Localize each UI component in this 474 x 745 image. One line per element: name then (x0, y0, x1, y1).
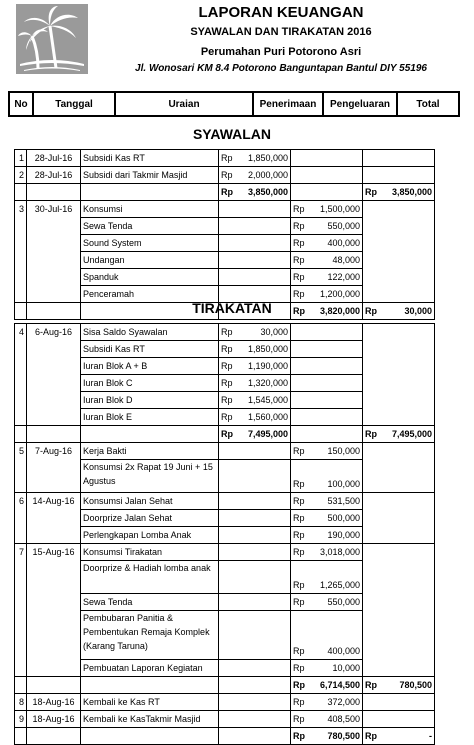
row-total (363, 510, 435, 527)
row-number (15, 594, 27, 611)
row-total (363, 341, 435, 358)
row-pengeluaran (291, 510, 363, 527)
row-penerimaan (219, 252, 291, 269)
table-row (15, 460, 435, 493)
currency-label: Rp (221, 153, 233, 163)
row-description: Pembuatan Laporan Kegiatan (81, 660, 219, 677)
amount: 1,560,000 (247, 412, 288, 422)
currency-label: Rp (293, 238, 305, 248)
row-date: 30-Jul-16 (27, 201, 81, 218)
row-penerimaan (219, 426, 291, 443)
table-row (15, 611, 435, 660)
currency-label: Rp (293, 697, 305, 707)
row-total (363, 358, 435, 375)
row-number (15, 677, 27, 694)
row-description: Kerja Bakti (81, 443, 219, 460)
row-date (27, 677, 81, 694)
row-total (363, 694, 435, 711)
row-total (363, 527, 435, 544)
row-number: 3 (15, 201, 27, 218)
row-number (15, 611, 27, 660)
amount: 372,000 (327, 697, 360, 707)
currency-label: Rp (293, 530, 305, 540)
row-description: Iuran Blok A + B (81, 358, 219, 375)
row-pengeluaran (291, 611, 363, 660)
amount: 6,714,500 (319, 680, 360, 690)
row-number: 4 (15, 324, 27, 341)
row-total (363, 375, 435, 392)
table-row (15, 150, 435, 167)
row-total (363, 218, 435, 235)
row-total (363, 167, 435, 184)
row-penerimaan (219, 694, 291, 711)
report-subtitle: SYAWALAN DAN TIRAKATAN 2016 (190, 26, 372, 38)
row-total (363, 235, 435, 252)
row-total (363, 201, 435, 218)
row-number (15, 426, 27, 443)
currency-label: Rp (365, 731, 377, 741)
row-description: Subsidi Kas RT (81, 341, 219, 358)
row-description: Sewa Tenda (81, 594, 219, 611)
row-description: Konsumsi Jalan Sehat (81, 493, 219, 510)
currency-label: Rp (293, 714, 305, 724)
col-no: No (9, 92, 33, 116)
row-pengeluaran (291, 269, 363, 286)
row-description: Subsidi Kas RT (81, 150, 219, 167)
row-penerimaan (219, 235, 291, 252)
row-number (15, 218, 27, 235)
row-penerimaan (219, 728, 291, 745)
row-total (363, 324, 435, 341)
row-description: Iuran Blok E (81, 409, 219, 426)
row-date: 6-Aug-16 (27, 324, 81, 341)
amount: 531,500 (327, 496, 360, 506)
column-header-row (8, 91, 460, 117)
row-number (15, 358, 27, 375)
row-pengeluaran (291, 252, 363, 269)
row-penerimaan (219, 677, 291, 694)
row-total (363, 660, 435, 677)
row-total (363, 409, 435, 426)
section-title-tirakatan: TIRAKATAN (192, 300, 272, 316)
row-number (15, 184, 27, 201)
col-uraian: Uraian (115, 92, 253, 116)
currency-label: Rp (365, 187, 377, 197)
row-description: Kembali ke Kas RT (81, 694, 219, 711)
row-date (27, 184, 81, 201)
row-date (27, 269, 81, 286)
currency-label: Rp (221, 412, 233, 422)
ledger-table (14, 323, 435, 745)
row-pengeluaran (291, 150, 363, 167)
currency-label: Rp (293, 646, 305, 656)
row-penerimaan (219, 167, 291, 184)
currency-label: Rp (293, 255, 305, 265)
amount: 1,500,000 (319, 204, 360, 214)
section-title-syawalan: SYAWALAN (192, 126, 272, 142)
table-row (15, 677, 435, 694)
row-date: 28-Jul-16 (27, 150, 81, 167)
amount: 500,000 (327, 513, 360, 523)
amount: 10,000 (332, 663, 360, 673)
row-penerimaan (219, 510, 291, 527)
amount: 550,000 (327, 221, 360, 231)
row-number: 7 (15, 544, 27, 561)
row-description (81, 728, 219, 745)
currency-label: Rp (293, 496, 305, 506)
row-date: 7-Aug-16 (27, 443, 81, 460)
row-pengeluaran (291, 218, 363, 235)
row-description: Doorprize Jalan Sehat (81, 510, 219, 527)
amount: 7,495,000 (391, 429, 432, 439)
row-total (363, 544, 435, 561)
row-penerimaan (219, 544, 291, 561)
row-pengeluaran (291, 527, 363, 544)
amount: 1,200,000 (319, 289, 360, 299)
amount: 1,265,000 (319, 580, 360, 590)
row-number (15, 252, 27, 269)
amount: 1,190,000 (247, 361, 288, 371)
table-row (15, 324, 435, 341)
table-row (15, 493, 435, 510)
table-row (15, 269, 435, 286)
row-penerimaan (219, 611, 291, 660)
currency-label: Rp (293, 663, 305, 673)
row-total (363, 426, 435, 443)
row-pengeluaran (291, 544, 363, 561)
row-description: Spanduk (81, 269, 219, 286)
row-number (15, 375, 27, 392)
currency-label: Rp (293, 547, 305, 557)
row-number: 5 (15, 443, 27, 460)
table-row (15, 594, 435, 611)
row-pengeluaran (291, 426, 363, 443)
row-total (363, 184, 435, 201)
table-row (15, 341, 435, 358)
amount: 3,850,000 (391, 187, 432, 197)
currency-label: Rp (293, 597, 305, 607)
amount: 1,545,000 (247, 395, 288, 405)
row-number: 8 (15, 694, 27, 711)
row-description: Iuran Blok C (81, 375, 219, 392)
currency-label: Rp (293, 204, 305, 214)
row-penerimaan (219, 341, 291, 358)
row-penerimaan (219, 269, 291, 286)
row-description: Sound System (81, 235, 219, 252)
amount: 3,820,000 (319, 306, 360, 316)
table-row (15, 252, 435, 269)
table-row (15, 201, 435, 218)
row-pengeluaran (291, 341, 363, 358)
row-total (363, 561, 435, 594)
table-row (15, 443, 435, 460)
row-total (363, 392, 435, 409)
row-date (27, 728, 81, 745)
report-title: LAPORAN KEUANGAN (198, 4, 364, 21)
row-description (81, 184, 219, 201)
row-date: 18-Aug-16 (27, 694, 81, 711)
row-number (15, 527, 27, 544)
row-number (15, 460, 27, 493)
row-number: 2 (15, 167, 27, 184)
table-row (15, 392, 435, 409)
row-number (15, 341, 27, 358)
row-description: Doorprize & Hadiah lomba anak (81, 561, 219, 594)
currency-label: Rp (221, 327, 233, 337)
row-pengeluaran (291, 324, 363, 341)
amount: 1,850,000 (247, 344, 288, 354)
currency-label: Rp (293, 446, 305, 456)
ledger-table (14, 149, 435, 320)
amount: - (429, 731, 432, 741)
amount: 30,000 (404, 306, 432, 316)
row-pengeluaran (291, 235, 363, 252)
currency-label: Rp (365, 306, 377, 316)
organization-name: Perumahan Puri Potorono Asri (200, 46, 362, 58)
row-number (15, 660, 27, 677)
table-row (15, 218, 435, 235)
row-penerimaan (219, 711, 291, 728)
row-pengeluaran (291, 201, 363, 218)
row-pengeluaran (291, 392, 363, 409)
row-date (27, 252, 81, 269)
row-penerimaan (219, 561, 291, 594)
amount: 400,000 (327, 238, 360, 248)
currency-label: Rp (293, 221, 305, 231)
amount: 3,018,000 (319, 547, 360, 557)
row-date (27, 341, 81, 358)
amount: 7,495,000 (247, 429, 288, 439)
amount: 408,500 (327, 714, 360, 724)
row-penerimaan (219, 184, 291, 201)
row-date (27, 235, 81, 252)
amount: 3,850,000 (247, 187, 288, 197)
row-total (363, 269, 435, 286)
row-date (27, 218, 81, 235)
amount: 550,000 (327, 597, 360, 607)
table-row (15, 184, 435, 201)
table-row (15, 409, 435, 426)
row-number: 6 (15, 493, 27, 510)
row-penerimaan (219, 392, 291, 409)
row-date (27, 409, 81, 426)
row-date (27, 460, 81, 493)
currency-label: Rp (293, 289, 305, 299)
row-description: Pembubaran Panitia & Pembentukan Remaja Komplek (Karang Taruna) (81, 611, 219, 660)
row-description: Konsumsi 2x Rapat 19 Juni + 15 Agustus (81, 460, 219, 493)
row-number (15, 269, 27, 286)
row-total (363, 594, 435, 611)
row-pengeluaran (291, 694, 363, 711)
row-pengeluaran (291, 375, 363, 392)
row-date (27, 426, 81, 443)
row-total (363, 728, 435, 745)
col-total: Total (397, 92, 459, 116)
row-number: 9 (15, 711, 27, 728)
table-row (15, 358, 435, 375)
row-penerimaan (219, 493, 291, 510)
amount: 1,320,000 (247, 378, 288, 388)
row-total (363, 493, 435, 510)
row-date (27, 527, 81, 544)
amount: 190,000 (327, 530, 360, 540)
amount: 400,000 (327, 646, 360, 656)
row-date (27, 611, 81, 660)
row-pengeluaran (291, 167, 363, 184)
row-date (27, 375, 81, 392)
row-pengeluaran (291, 443, 363, 460)
col-penerimaan: Penerimaan (253, 92, 323, 116)
currency-label: Rp (293, 306, 305, 316)
row-description: Konsumsi (81, 201, 219, 218)
row-number (15, 235, 27, 252)
table-row (15, 561, 435, 594)
row-pengeluaran (291, 677, 363, 694)
table-row (15, 544, 435, 561)
row-total (363, 460, 435, 493)
row-number (15, 510, 27, 527)
table-row (15, 527, 435, 544)
table-row (15, 711, 435, 728)
row-pengeluaran (291, 460, 363, 493)
row-date (27, 358, 81, 375)
currency-label: Rp (293, 580, 305, 590)
row-total (363, 711, 435, 728)
row-penerimaan (219, 409, 291, 426)
amount: 122,000 (327, 272, 360, 282)
palm-tree-logo (16, 4, 88, 74)
row-description: Perlengkapan Lomba Anak (81, 527, 219, 544)
row-date (27, 392, 81, 409)
row-date (27, 510, 81, 527)
row-pengeluaran (291, 409, 363, 426)
currency-label: Rp (221, 170, 233, 180)
row-description: Kembali ke KasTakmir Masjid (81, 711, 219, 728)
row-pengeluaran (291, 594, 363, 611)
row-penerimaan (219, 375, 291, 392)
currency-label: Rp (293, 272, 305, 282)
row-description: Subsidi dari Takmir Masjid (81, 167, 219, 184)
currency-label: Rp (221, 361, 233, 371)
row-description (81, 677, 219, 694)
row-description: Sewa Tenda (81, 218, 219, 235)
row-number (15, 409, 27, 426)
row-penerimaan (219, 443, 291, 460)
amount: 100,000 (327, 479, 360, 489)
row-number (15, 561, 27, 594)
row-penerimaan (219, 324, 291, 341)
row-total (363, 252, 435, 269)
currency-label: Rp (221, 344, 233, 354)
row-pengeluaran (291, 184, 363, 201)
row-total (363, 611, 435, 660)
row-pengeluaran (291, 493, 363, 510)
row-total (363, 443, 435, 460)
currency-label: Rp (365, 680, 377, 690)
currency-label: Rp (221, 378, 233, 388)
row-date (27, 561, 81, 594)
currency-label: Rp (293, 731, 305, 741)
row-description: Penceramah (81, 286, 219, 303)
amount: 780,500 (399, 680, 432, 690)
row-description: Sisa Saldo Syawalan (81, 324, 219, 341)
row-pengeluaran (291, 711, 363, 728)
row-number (15, 392, 27, 409)
row-pengeluaran (291, 728, 363, 745)
row-number: 1 (15, 150, 27, 167)
table-row (15, 728, 435, 745)
table-row (15, 510, 435, 527)
row-pengeluaran (291, 660, 363, 677)
row-description: Undangan (81, 252, 219, 269)
row-pengeluaran (291, 358, 363, 375)
currency-label: Rp (293, 513, 305, 523)
row-penerimaan (219, 527, 291, 544)
currency-label: Rp (221, 187, 233, 197)
table-row (15, 375, 435, 392)
row-date (27, 594, 81, 611)
row-date: 15-Aug-16 (27, 544, 81, 561)
row-description: Konsumsi Tirakatan (81, 544, 219, 561)
row-total (363, 677, 435, 694)
currency-label: Rp (293, 680, 305, 690)
row-penerimaan (219, 150, 291, 167)
amount: 780,500 (327, 731, 360, 741)
table-row (15, 694, 435, 711)
row-pengeluaran (291, 561, 363, 594)
row-penerimaan (219, 660, 291, 677)
amount: 1,850,000 (247, 153, 288, 163)
table-row (15, 426, 435, 443)
currency-label: Rp (365, 429, 377, 439)
row-date: 14-Aug-16 (27, 493, 81, 510)
col-pengeluaran: Pengeluaran (323, 92, 397, 116)
row-description (81, 426, 219, 443)
currency-label: Rp (221, 395, 233, 405)
col-tanggal: Tanggal (33, 92, 115, 116)
table-row (15, 660, 435, 677)
row-date (27, 660, 81, 677)
row-penerimaan (219, 201, 291, 218)
row-number (15, 728, 27, 745)
amount: 2,000,000 (247, 170, 288, 180)
row-date: 18-Aug-16 (27, 711, 81, 728)
row-total (363, 150, 435, 167)
table-row (15, 235, 435, 252)
row-description: Iuran Blok D (81, 392, 219, 409)
row-penerimaan (219, 218, 291, 235)
row-penerimaan (219, 358, 291, 375)
address: Jl. Wonosari KM 8.4 Potorono Banguntapan Bantul DIY 55196 (135, 63, 427, 74)
currency-label: Rp (293, 479, 305, 489)
amount: 48,000 (332, 255, 360, 265)
currency-label: Rp (221, 429, 233, 439)
amount: 150,000 (327, 446, 360, 456)
amount: 30,000 (260, 327, 288, 337)
row-date: 28-Jul-16 (27, 167, 81, 184)
row-penerimaan (219, 460, 291, 493)
row-penerimaan (219, 594, 291, 611)
table-row (15, 167, 435, 184)
